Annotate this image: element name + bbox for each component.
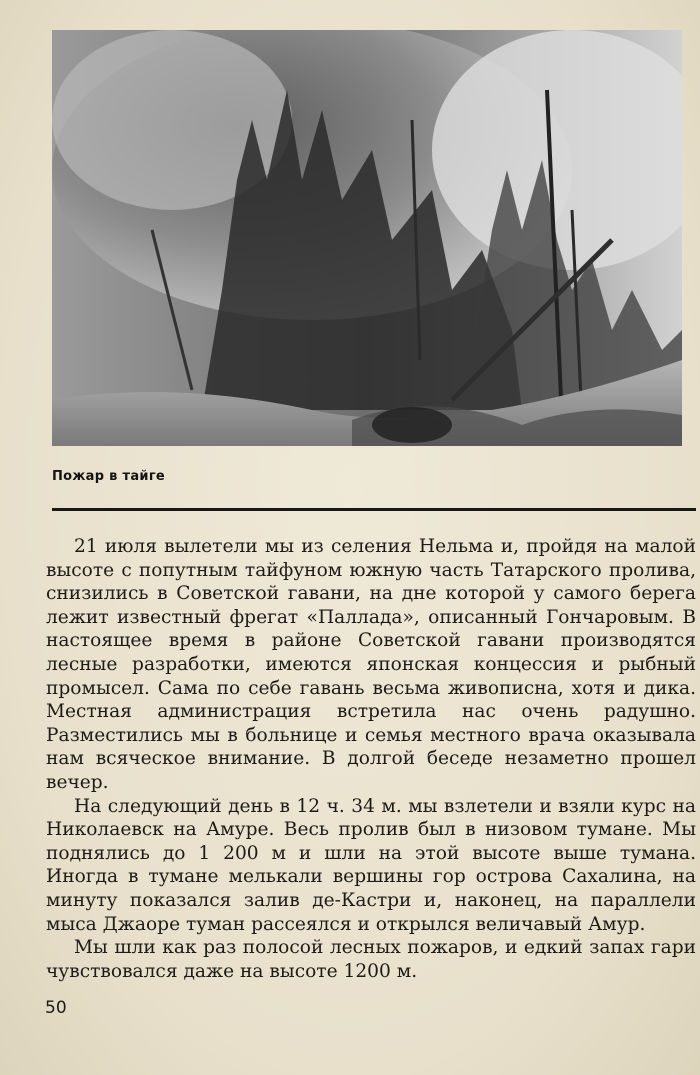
section-divider bbox=[52, 508, 696, 511]
paragraph-2: На следующий день в 12 ч. 34 м. мы взлетели и взяли курс на Николаевск на Амуре. Весь пролив был в низовом тумане. Мы поднялись до 1 200 м и шли на этой высоте выше тумана. Иногда в тумане мелькали вершины гор острова Сахалина, на минуту показался залив де-Кастри и, наконец, на параллели мыса Джаоре туман рассеялся и открылся величавый Амур. bbox=[46, 795, 696, 935]
page-number: 50 bbox=[45, 998, 67, 1018]
forest-fire-photo bbox=[52, 30, 682, 446]
photo-caption: Пожар в тайге bbox=[52, 469, 166, 484]
paragraph-3: Мы шли как раз полосой лесных пожаров, и едкий запах гари чувствовался даже на высоте 1200 м. bbox=[46, 937, 696, 982]
paragraph-1: 21 июля вылетели мы из селения Нельма и, пройдя на малой высоте с попутным тайфуном южную часть Татарского пролива, снизились в Советской гавани, на дне которой у самого берега лежит известный фрегат «Паллада», описанный Гончаровым. В настоящее время в районе Советской гавани производятся лесные разработки, имеются японская концессия и рыбный промысел. Сама по себе гавань весьма живописна, хотя и дика. Местная администрация встретила нас очень радушно. Разместились мы в больнице и семья местного врача оказывала нам всяческое внимание. В долгой беседе незаметно прошел вечер. bbox=[46, 536, 696, 793]
forest-fire-illustration bbox=[52, 30, 682, 446]
body-text bbox=[46, 535, 696, 983]
